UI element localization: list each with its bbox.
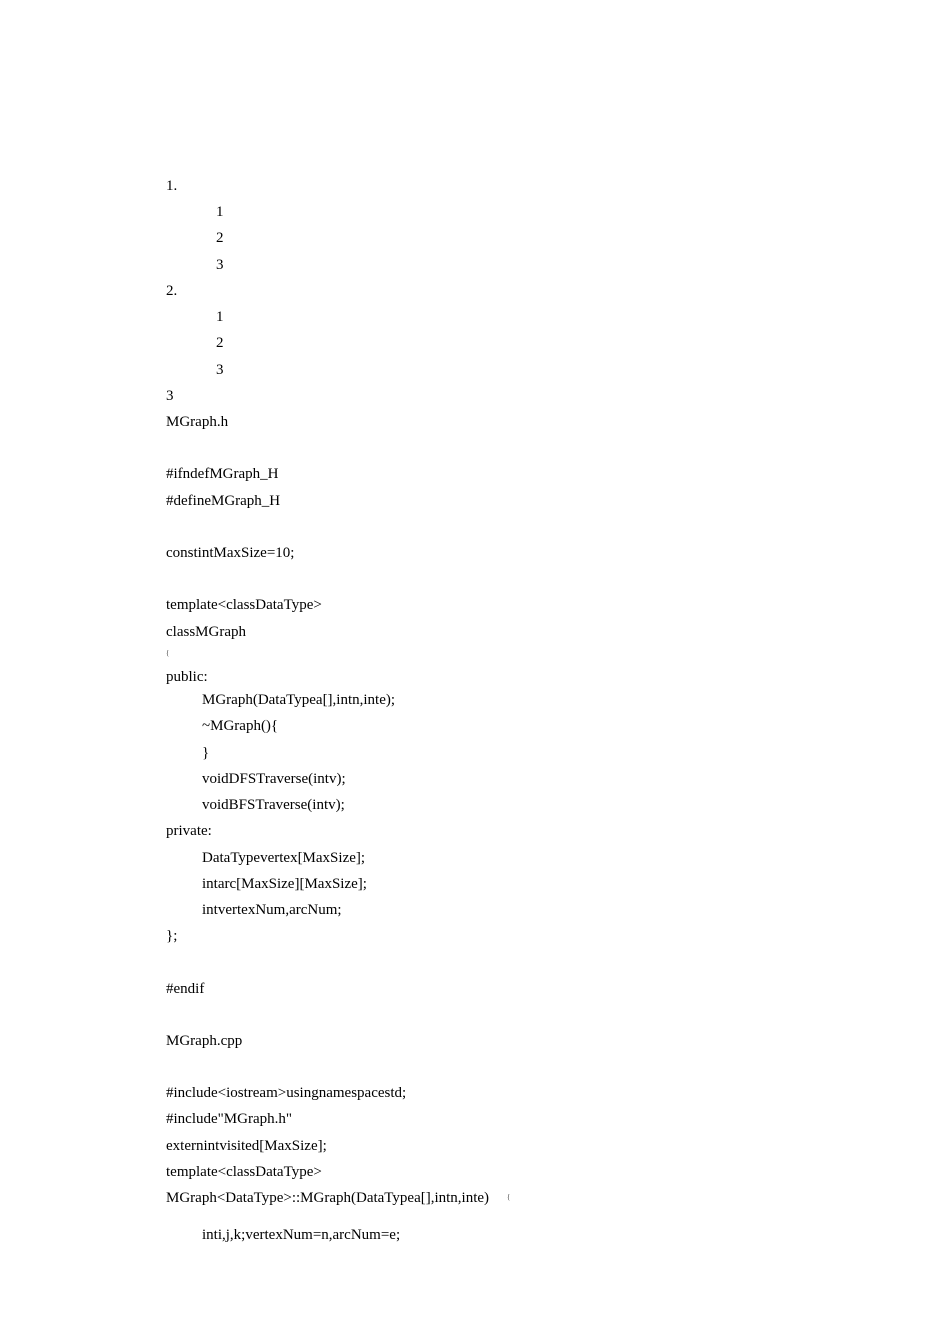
code-line: #include<iostream>usingnamespacestd; xyxy=(166,1085,407,1101)
code-line-brace: { xyxy=(166,649,170,657)
code-line: #ifndefMGraph_H xyxy=(166,466,279,482)
header-file-name: MGraph.h xyxy=(166,414,229,430)
code-line: #endif xyxy=(166,981,205,997)
code-line: classMGraph xyxy=(166,624,246,640)
code-line: voidDFSTraverse(intv); xyxy=(202,771,346,787)
outline-item-2: 2. xyxy=(166,283,178,299)
code-line: MGraph<DataType>::MGraph(DataTypea[],intn,inte) xyxy=(166,1190,490,1206)
code-line: MGraph(DataTypea[],intn,inte); xyxy=(202,692,396,708)
code-line: constintMaxSize=10; xyxy=(166,545,295,561)
outline-item-1-sub-1: 1 xyxy=(216,204,224,220)
code-line: template<classDataType> xyxy=(166,1164,322,1180)
code-line: ~MGraph(){ xyxy=(202,718,279,734)
code-line: DataTypevertex[MaxSize]; xyxy=(202,850,366,866)
code-line: public: xyxy=(166,669,208,685)
outline-item-2-sub-1: 1 xyxy=(216,309,224,325)
code-line: template<classDataType> xyxy=(166,597,322,613)
source-file-name: MGraph.cpp xyxy=(166,1033,243,1049)
outline-item-2-sub-3: 3 xyxy=(216,362,224,378)
code-line: voidBFSTraverse(intv); xyxy=(202,797,345,813)
outline-item-1: 1. xyxy=(166,178,178,194)
code-line: #defineMGraph_H xyxy=(166,493,281,509)
code-line: intarc[MaxSize][MaxSize]; xyxy=(202,876,367,892)
code-line: private: xyxy=(166,823,212,839)
code-line: #include"MGraph.h" xyxy=(166,1111,292,1127)
code-line: externintvisited[MaxSize]; xyxy=(166,1138,327,1154)
code-line: } xyxy=(202,745,210,761)
outline-item-1-sub-3: 3 xyxy=(216,257,224,273)
outline-item-2-sub-2: 2 xyxy=(216,335,224,351)
outline-item-1-sub-2: 2 xyxy=(216,230,224,246)
code-line-brace: { xyxy=(507,1193,511,1201)
code-line: intvertexNum,arcNum; xyxy=(202,902,342,918)
code-line: inti,j,k;vertexNum=n,arcNum=e; xyxy=(202,1227,401,1243)
outline-item-3: 3 xyxy=(166,388,174,404)
code-line: }; xyxy=(166,928,178,944)
